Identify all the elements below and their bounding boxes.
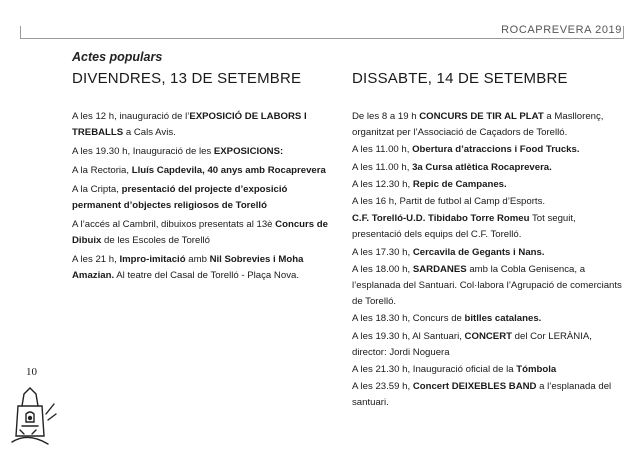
header-rule-right-tick bbox=[623, 26, 624, 38]
event-highlight-text: Repic de Campanes. bbox=[412, 178, 507, 190]
saturday-events bbox=[352, 109, 624, 412]
event-text: Tot seguit, presentació dels equips del C.F. Torelló. bbox=[352, 213, 576, 241]
event-entry bbox=[72, 109, 330, 141]
event-text: A la Cripta, bbox=[72, 184, 122, 195]
event-entry bbox=[72, 144, 330, 160]
event-text: A les 11.00 h, bbox=[352, 161, 413, 173]
event-text: A les 12.30 h, bbox=[352, 178, 413, 190]
event-text: de les Escoles de Torelló bbox=[101, 235, 210, 246]
event-text: a Cals Avis. bbox=[123, 127, 176, 138]
event-highlight-text: Cercavila de Gegants i Nans. bbox=[412, 246, 545, 258]
event-text: A les 11.00 h, bbox=[352, 144, 413, 156]
friday-column bbox=[72, 70, 330, 287]
event-entry bbox=[352, 177, 624, 193]
event-entry bbox=[352, 142, 624, 158]
event-highlight-text: EXPOSICIONS: bbox=[213, 146, 284, 157]
event-text: A les 21 h, bbox=[72, 254, 120, 265]
event-entry bbox=[352, 109, 624, 141]
event-entry bbox=[72, 217, 330, 249]
event-entry bbox=[72, 182, 330, 214]
header-rule bbox=[20, 38, 624, 39]
event-text: A les 19.30 h, Inauguració de les bbox=[72, 146, 214, 157]
event-text: a Masllorenç, organitzat per l’Associació de Caçadors de Torelló. bbox=[352, 111, 604, 139]
event-highlight-text: Concert DEIXEBLES BAND bbox=[412, 381, 537, 393]
event-text: A les 18.30 h, Concurs de bbox=[352, 313, 465, 325]
event-text: amb la Cobla Genisenca, a l’esplanada del Santuari. Col·labora l’Agrupació de comerciants de Torelló. bbox=[352, 263, 622, 308]
event-highlight-text: CONCURS DE TIR AL PLAT bbox=[419, 111, 544, 122]
event-entry bbox=[352, 245, 624, 261]
event-highlight-text: 3a Cursa atlètica Rocaprevera. bbox=[412, 161, 552, 173]
event-text: A les 21.30 h, Inauguració oficial de la bbox=[352, 364, 517, 376]
event-entry bbox=[352, 329, 624, 361]
event-entry bbox=[352, 379, 624, 411]
event-entry bbox=[352, 362, 624, 378]
event-highlight-text: Concurs de Dibuix bbox=[72, 219, 328, 246]
event-text: De les 8 a 19 h bbox=[352, 111, 420, 122]
saturday-column bbox=[352, 70, 624, 413]
event-text: A les 17.30 h, bbox=[352, 246, 413, 258]
event-text: A les 18.00 h, bbox=[352, 263, 413, 275]
hand-drawn-bell-tower-icon bbox=[8, 384, 60, 448]
event-highlight-text: Nil Sobrevies i Moha Amazian. bbox=[72, 254, 304, 281]
page-number: 10 bbox=[26, 366, 37, 378]
friday-day-heading: DIVENDRES, 13 DE SETEMBRE bbox=[72, 70, 302, 87]
event-highlight-text: presentació del projecte d’exposició permanent d’objectes religiosos de Torelló bbox=[72, 184, 288, 211]
event-text: a l’esplanada del santuari. bbox=[352, 381, 612, 409]
event-text: A les 23.59 h, bbox=[352, 381, 413, 393]
event-highlight-text: SARDANES bbox=[412, 263, 467, 275]
event-highlight-text: bitlles catalanes. bbox=[464, 313, 542, 325]
header-rule-left-tick bbox=[20, 26, 21, 38]
event-highlight-text: C.F. Torelló-U.D. Tibidabo Torre Romeu bbox=[352, 213, 530, 225]
event-highlight-text: Tómbola bbox=[516, 364, 557, 376]
event-highlight-text: Obertura d’atraccions i Food Trucks. bbox=[412, 144, 580, 156]
event-entry bbox=[72, 252, 330, 284]
event-text: del Cor LERÀNIA, director: Jordi Noguera bbox=[352, 330, 592, 358]
event-text: A la Rectoria, bbox=[72, 165, 132, 176]
event-highlight-text: Lluís Capdevila, 40 anys amb Rocaprevera bbox=[131, 165, 326, 176]
friday-events bbox=[72, 109, 330, 284]
event-entry bbox=[352, 160, 624, 176]
page-header-title: ROCAPREVERA 2019 bbox=[501, 24, 622, 36]
event-text: Al teatre del Casal de Torelló - Plaça Nova. bbox=[114, 270, 299, 281]
event-highlight-text: EXPOSICIÓ DE LABORS I TREBALLS bbox=[72, 111, 307, 138]
event-highlight-text: CONCERT bbox=[464, 330, 512, 342]
event-entry bbox=[352, 262, 624, 311]
section-title: Actes populars bbox=[72, 50, 163, 64]
event-text: A les 12 h, inauguració de l’ bbox=[72, 111, 190, 122]
saturday-day-heading: DISSABTE, 14 DE SETEMBRE bbox=[352, 70, 568, 87]
event-entry bbox=[352, 194, 624, 210]
event-text: A l’accés al Cambril, dibuixos presentats al 13è bbox=[72, 219, 276, 230]
event-highlight-text: Impro-imitació bbox=[119, 254, 186, 265]
event-text: A les 16 h, Partit de futbol al Camp d’Esports. bbox=[352, 196, 546, 208]
event-entry bbox=[72, 163, 330, 179]
event-text: A les 19.30 h, Al Santuari, bbox=[352, 330, 465, 342]
event-text: amb bbox=[185, 254, 210, 265]
event-entry bbox=[352, 311, 624, 327]
event-entry bbox=[352, 211, 624, 243]
